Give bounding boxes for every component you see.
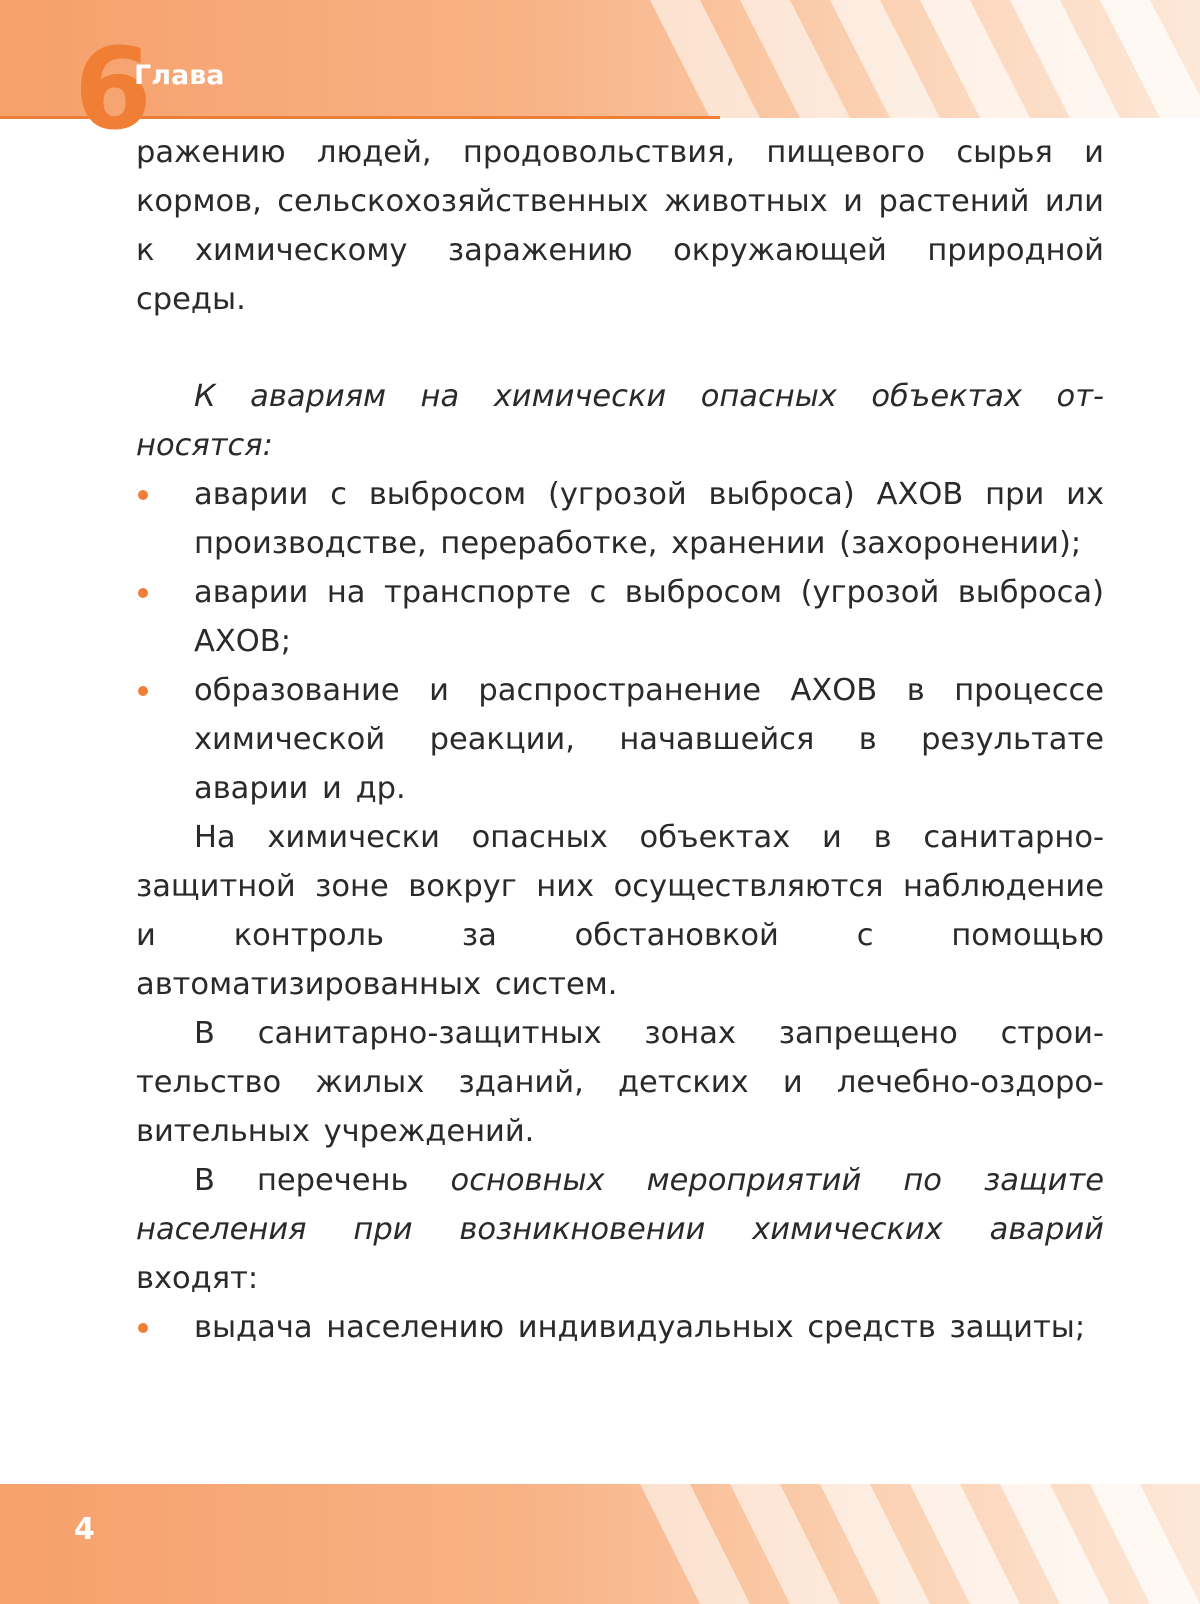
header-band (0, 0, 1200, 118)
bullet-icon (138, 1323, 148, 1333)
paragraph-protection-measures (136, 1156, 1104, 1303)
footer-band (0, 1484, 1200, 1604)
list-item-text: образование и распространение АХОВ в процессе химической реакции, начавшейся в результате аварии и др. (194, 673, 1104, 806)
bullet-icon (138, 588, 148, 598)
paragraph-gap (136, 324, 1104, 372)
bullet-icon (138, 490, 148, 500)
bullet-icon (138, 686, 148, 696)
chapter-number: 6 (74, 25, 150, 155)
page-content (136, 128, 1104, 1352)
chapter-label: Глава (134, 60, 225, 91)
measures-end-text: входят: (136, 1261, 259, 1296)
page-number: 4 (74, 1512, 95, 1547)
footer-stripes-decoration (0, 1484, 1200, 1604)
measures-italic-text: основных мероприятий по защите населения при возникновении химических аварий (136, 1163, 1104, 1247)
paragraph-continuation: ражению людей, продовольствия, пищевого сырья и кормов, сельскохозяйственных животных и растений или к химическому заражению окружающей природной среды. (136, 135, 1104, 317)
accident-types-list (136, 470, 1104, 813)
paragraph-monitoring: На химически опасных объектах и в санитарно-защитной зоне вокруг них осуществляются наблюдение и контроль за обстановкой с помощью автоматизированных систем. (136, 820, 1104, 1002)
list-item (136, 1303, 1104, 1352)
list-item-text: аварии с выбросом (угрозой выброса) АХОВ при их производстве, переработке, хранении (захоронении); (194, 477, 1104, 561)
paragraph-accidents-intro: К авариям на химически опасных объектах относятся: (136, 379, 1104, 463)
paragraph-sanitary-zones: В санитарно-защитных зонах запрещено строительство жилых зданий, детских и лечебно-оздоровительных учреждений. (136, 1016, 1104, 1149)
list-item (136, 470, 1104, 568)
measures-intro-text: В перечень (194, 1163, 451, 1198)
list-item-text: выдача населению индивидуальных средств защиты; (194, 1310, 1086, 1345)
list-item (136, 666, 1104, 813)
list-item-text: аварии на транспорте с выбросом (угрозой выброса) АХОВ; (194, 575, 1104, 659)
list-item (136, 568, 1104, 666)
protection-measures-list (136, 1303, 1104, 1352)
header-stripes-decoration (0, 0, 1200, 118)
